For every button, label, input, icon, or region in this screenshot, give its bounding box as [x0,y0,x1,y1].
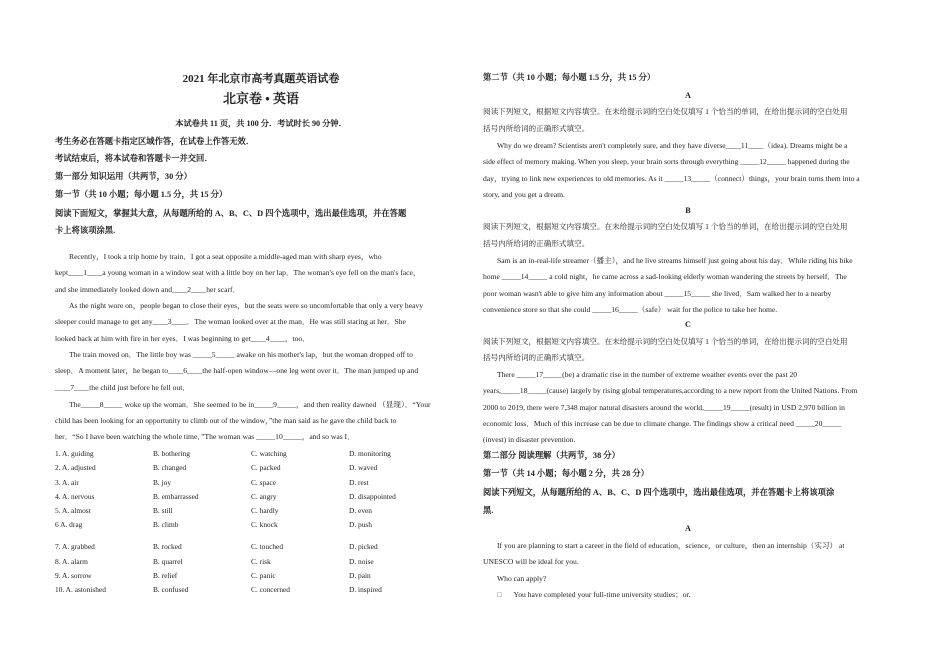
exam-title: 2021 年北京市高考真题英语试卷 [182,73,340,85]
option-5d: D. even [349,506,372,515]
cloze-line: Recently，I took a trip home by train．I got a seat opposite a middle-aged man with sharp eyes，who [69,252,382,261]
reading-passage-a-label: A [685,524,691,533]
section1-heading: 第一节（共 10 小题；每小题 1.5 分，共 15 分） [55,190,228,199]
option-4b: B. embarrassed [153,492,199,501]
passage-c-label: C [685,320,691,329]
option-6c: C. knock [251,520,278,529]
option-4d: D. disappointed [349,492,396,501]
passage-c-line: 2000 to 2019, there were 7,348 major natural disasters around the world,_____19_____(result) in USD 2,970 billion in [483,403,845,412]
option-2d: D. waved [349,463,378,472]
cloze-line: ____7____the child just before he fell out． [55,383,190,392]
cloze-line: sleep．A moment later，he began to____6____the half-open window—one leg went over it．The man jumped up and [55,366,419,375]
option-9c: C. panic [251,571,276,580]
option-4c: C. angry [251,492,277,501]
option-2c: C. packed [251,463,281,472]
option-3c: C. space [251,478,277,487]
option-8d: D. noise [349,557,374,566]
passage-b-line: home _____14_____ a cold night，he came across a sad-looking elderly woman wandering the streets by herself．The [483,272,847,281]
section1-instruction-cont: 卡上将该项涂黑. [55,226,116,235]
cloze-line: The train moved on．The little boy was _____5_____ awake on his mother's lap，but the woman dropped off to [69,350,413,359]
cloze-line: As the night wore on，people began to close their eyes，but the seats were so uncomfortable that only a very heavy [69,301,424,310]
option-8c: C. risk [251,557,271,566]
option-2a: 2. A. adjusted [55,463,96,472]
passage-a-instruction: 阅读下列短文，根据短文内容填空。在未给提示词的空白处仅填写 1 个恰当的单词，在给出提示词的空白处用 [483,107,848,116]
option-10c: C. concerned [251,585,290,594]
part2-heading: 第二部分 阅读理解（共两节，38 分） [483,451,620,460]
passage-b-label: B [685,206,691,215]
exam-info-answer: 考生务必在答题卡指定区域作答，在试卷上作答无效． [55,137,255,146]
passage-a-line: Why do we dream? Scientists aren't completely sure, and they have diverse____11____（idea). Dreams might be a [497,141,848,150]
passage-a-line: side effect of memory making. When you sleep, your brain sorts through everything _____12_____ happened during the [483,157,850,166]
cloze-line: sleeper could manage to get any____3____．The woman looked over at the man．He was still staring at her．She [55,317,406,326]
exam-info-pages: 本试卷共 11 页，共 100 分．考试时长 90 分钟． [175,119,347,128]
option-7c: C. touched [251,542,284,551]
option-7a: 7. A. grabbed [55,542,95,551]
reading-line: UNESCO will be ideal for you. [483,557,579,566]
passage-a-label: A [685,91,691,100]
option-7b: B. rocked [153,542,182,551]
passage-c-line: There _____17_____(be) a dramatic rise in the number of extreme weather events over the past 20 [497,370,798,379]
option-4a: 4. A. nervous [55,492,95,501]
option-5a: 5. A. almost [55,506,91,515]
passage-b-instruction-cont: 括号内所给词的正确形式填空。 [483,239,590,248]
option-6d: D. push [349,520,372,529]
passage-c-line: economic loss．Much of this increase can be due to climate change. The findings show a critical need _____20_____ [483,419,842,428]
passage-c-line: years,_____18_____(cause) largely by rising global temperatures,according to a new report from the United Nations. From [483,386,858,395]
option-10d: D. inspired [349,585,382,594]
passage-b-line: Sam is an in-real-life streamer（播主），and he live streams himself just going about his day．While riding his bike [497,256,853,265]
option-8b: B. quarrel [153,557,183,566]
option-9a: 9. A. sorrow [55,571,92,580]
cloze-line: child has been looking for an opportunity to climb out of the window，”the man said as he gave the child back to [55,416,397,425]
passage-c-instruction-cont: 括号内所给词的正确形式填空。 [483,353,590,362]
option-3a: 3. A. air [55,478,79,487]
cloze-line: and she immediately looked down and____2____her scarf． [55,285,241,294]
option-6a: 6 A. drag [55,520,83,529]
section3-heading: 第一节（共 14 小题；每小题 2 分，共 28 分） [483,469,649,478]
reading-instruction-cont: 黑. [483,506,494,515]
option-9d: D. pain [349,571,371,580]
option-10b: B. confused [153,585,189,594]
passage-a-instruction-cont: 括号内所给词的正确形式填空。 [483,124,590,133]
exam-info-return: 考试结束后，将本试卷和答题卡一并交回． [55,154,213,163]
option-7d: D. picked [349,542,378,551]
part1-heading: 第一部分 知识运用（共两节，30 分） [55,172,192,181]
exam-subtitle: 北京卷 • 英语 [222,91,300,106]
passage-b-line: convenience store so that she could _____16_____（safe） wait for the police to take her home. [483,305,778,314]
option-3d: D. rest [349,478,369,487]
bullet-text: You have completed your full-time university studies；or. [513,590,691,599]
checkbox-bullet-icon: □ [497,590,502,599]
passage-c-instruction: 阅读下列短文，根据短文内容填空。在未给提示词的空白处仅填写 1 个恰当的单词，在给出提示词的空白处用 [483,337,848,346]
cloze-line: her．“So I have been watching the whole time．”The woman was _____10_____，and so was I． [55,432,355,441]
option-1c: C. watching [251,449,287,458]
option-1a: 1. A. guiding [55,449,94,458]
cloze-line: looked back at him with fire in her eyes．I was beginning to get____4____，too． [55,334,310,343]
reading-question: Who can apply? [497,574,547,583]
reading-instruction: 阅读下列短文，从每题所给的 A、B、C、D 四个选项中，选出最佳选项，并在答题卡上将该项涂 [483,488,835,497]
reading-line: If you are planning to start a career in the field of education，science，or culture，then an internship（实习） at [497,541,845,550]
option-10a: 10. A. astonished [55,585,106,594]
passage-c-line: (invest) in disaster prevention. [483,435,576,444]
option-5b: B. still [153,506,173,515]
option-8a: 8. A. alarm [55,557,88,566]
option-3b: B. joy [153,478,172,487]
option-6b: B. climb [153,520,179,529]
option-9b: B. relief [153,571,178,580]
passage-a-line: story, and you get a dream. [483,190,565,199]
passage-a-line: day，trying to link new experiences to old memories. As it _____13_____（connect）things，your brain turns them into a [483,174,860,183]
passage-b-line: poor woman wasn't able to give him any information about _____15_____ she lived．Sam walked her to a nearby [483,289,832,298]
section2-heading: 第二节（共 10 小题；每小题 1.5 分，共 15 分） [483,73,656,82]
cloze-line: kept____1____a young woman in a window seat with a little boy on her lap．The woman's eye fell on the man's face， [55,268,421,277]
section1-instruction: 阅读下面短文，掌握其大意，从每题所给的 A、B、C、D 四个选项中，选出最佳选项，并在答题 [55,209,407,218]
cloze-line: The_____8_____ woke up the woman．She seemed to be in_____9_____，and then reality dawned （显现）．“Your [69,400,431,409]
option-1b: B. bothering [153,449,190,458]
passage-b-instruction: 阅读下列短文，根据短文内容填空。在未给提示词的空白处仅填写 1 个恰当的单词，在给出提示词的空白处用 [483,222,848,231]
option-5c: C. hardly [251,506,279,515]
option-1d: D. monitoring [349,449,391,458]
reading-bullet-item [497,590,691,600]
option-2b: B. changed [153,463,187,472]
